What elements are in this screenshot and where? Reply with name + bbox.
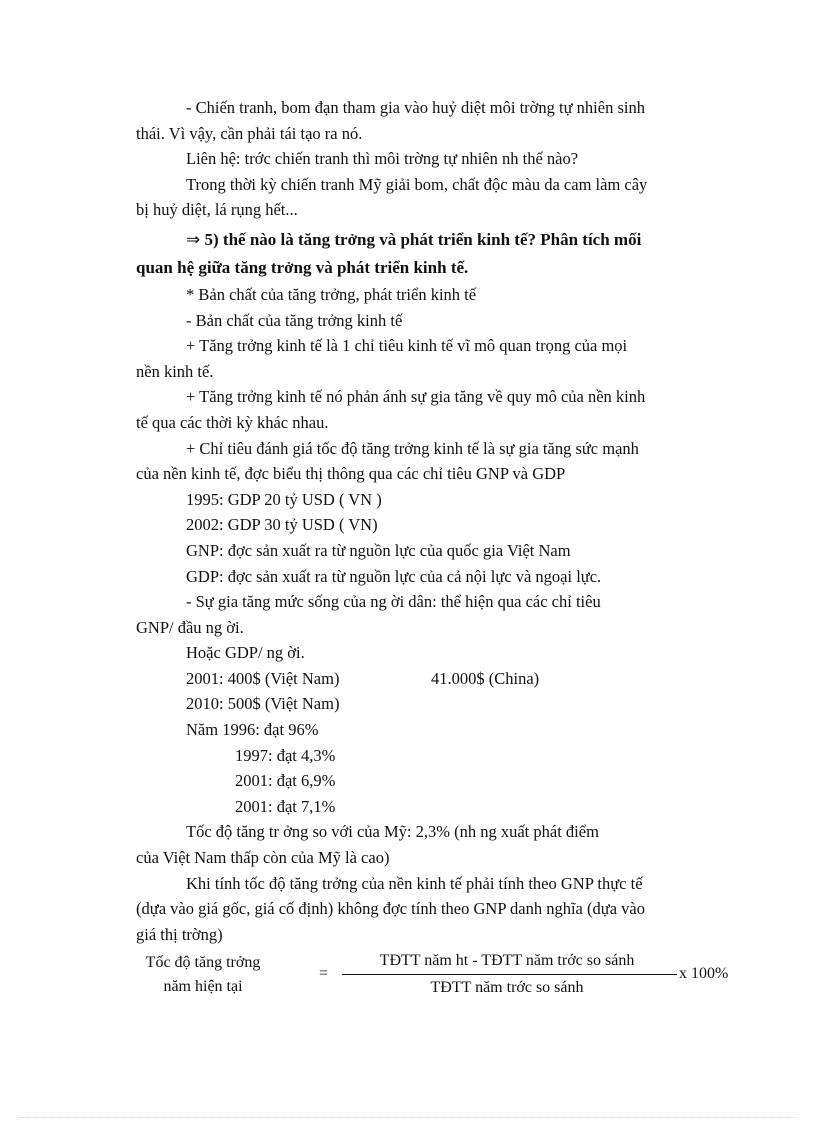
paragraph-growth-measure [136,436,740,487]
gdp-row-2001 [136,666,740,692]
double-right-arrow-icon: ⇒ [186,229,201,250]
question-heading [136,226,740,281]
text-line: - Sự gia tăng mức sống của ng ời dân: thể hiện qua các chỉ tiêu [186,592,601,612]
text-line: + Tăng trởng kinh tế nó phản ánh sự gia tăng về quy mô của nền kinh [186,387,646,407]
text-line: giá thị trờng) [136,924,223,944]
page-footer-divider [20,1117,796,1118]
growth-rate-formula [136,951,740,1011]
text-line: * Bản chất của tăng trởng, phát triển kinh tế [186,284,477,304]
text-line: quan hệ giữa tăng trởng và phát triển kinh tế. [136,257,469,277]
text-line: thái. Vì vậy, cần phải tái tạo ra nó. [136,123,363,143]
text-line: bị huỷ diệt, lá rụng hết... [136,200,298,220]
text-line: của Việt Nam thấp còn của Mỹ là cao) [136,848,390,868]
formula-label [120,951,286,999]
text-line: 2001: 400$ (Việt Nam) [186,668,340,688]
text-line: Năm 1996: đạt 96% [186,720,319,740]
text-line: 1997: đạt 4,3% [235,745,336,765]
text-line: + Chỉ tiêu đánh giá tốc độ tăng trởng kinh tế là sự gia tăng sức mạnh [186,438,639,458]
text-line: GNP/ đầu ng ời. [136,617,244,637]
paragraph-us-comparison [136,819,740,870]
text-line: của nền kinh tế, đợc biểu thị thông qua các chỉ tiêu GNP và GDP [136,464,566,484]
text-line: Liên hệ: trớc chiến tranh thì môi trờng tự nhiên nh thế nào? [186,149,579,169]
text-line: 2001: đạt 7,1% [235,796,336,816]
text-line: GDP: đợc sản xuất ra từ nguồn lực của cả nội lực và ngoại lực. [186,566,602,586]
paragraph-gnp-method [136,871,740,948]
text-line: 5) thế nào là tăng trởng và phát triển kinh tế? Phân tích mối [204,229,642,249]
text-line: - Bản chất của tăng trởng kinh tế [186,310,403,330]
paragraph-growth-scale [136,384,740,435]
text-line: nền kinh tế. [136,361,214,381]
text-line: + Tăng trởng kinh tế là 1 chỉ tiêu kinh tế vĩ mô quan trọng của mọi [186,336,628,356]
formula-denominator: TĐTT năm trớc so sánh [430,979,584,997]
text-line: 2001: đạt 6,9% [235,771,336,791]
formula-multiplier: x 100% [679,965,729,983]
text-line: 1995: GDP 20 tỷ USD ( VN ) [186,489,382,509]
formula-numerator: TĐTT năm ht - TĐTT năm trớc so sánh [379,952,635,970]
paragraph-agent-orange [136,172,740,223]
formula-label-line: Tốc độ tăng trởng [145,954,261,972]
text-line: 2010: 500$ (Việt Nam) [186,694,340,714]
document-body [136,95,740,1011]
paragraph-war-destruction [136,95,740,146]
paragraph-living-standard [136,589,740,640]
formula-equals-sign: = [319,965,329,983]
paragraph-growth-indicator [136,333,740,384]
text-line: tế qua các thời kỳ khác nhau. [136,412,329,432]
text-line: - Chiến tranh, bom đạn tham gia vào huỷ diệt môi trờng tự nhiên sinh [186,98,645,117]
text-line: Khi tính tốc độ tăng trởng của nền kinh tế phải tính theo GNP thực tế [186,873,643,893]
text-line: 41.000$ (China) [431,668,540,688]
text-line: GNP: đợc sản xuất ra từ nguồn lực của quốc gia Việt Nam [186,540,571,560]
text-line: Hoặc GDP/ ng ời. [186,643,305,663]
text-line: (dựa vào giá gốc, giá cố định) không đợc tính theo GNP danh nghĩa (dựa vào [136,899,645,919]
formula-label-line: năm hiện tại [163,978,243,996]
text-line: Tốc độ tăng tr ởng so với của Mỹ: 2,3% (nh ng xuất phát điểm [186,822,599,842]
text-line: Trong thời kỳ chiến tranh Mỹ giải bom, chất độc màu da cam làm cây [186,174,648,194]
fraction-bar [342,974,677,975]
text-line: 2002: GDP 30 tỷ USD ( VN) [186,515,378,535]
